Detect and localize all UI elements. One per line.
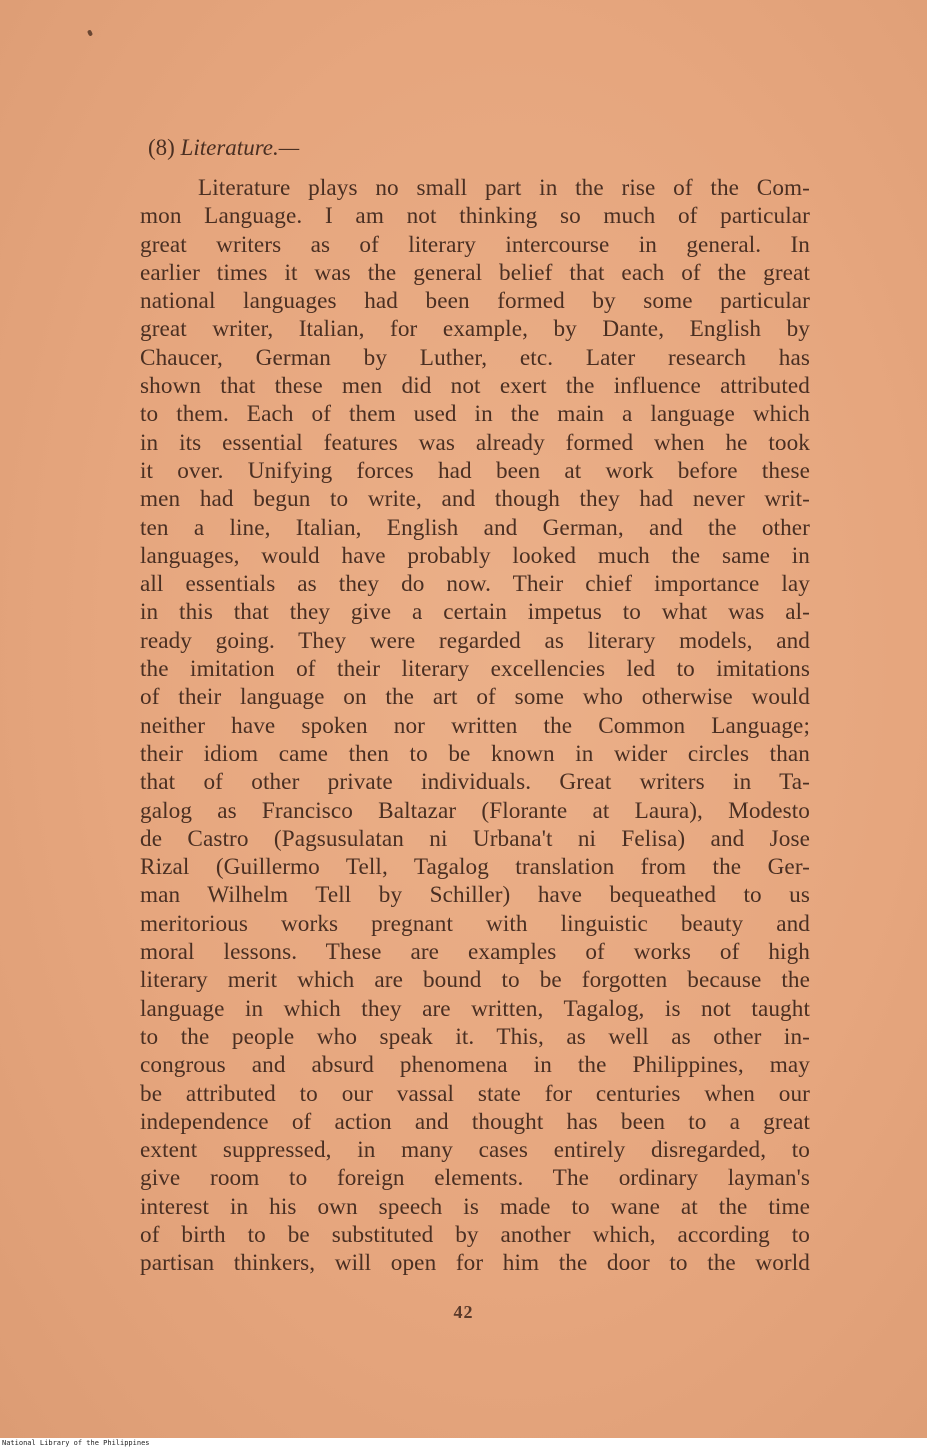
text-line: languages, would have probably looked much the same in: [140, 542, 810, 569]
text-line: man Wilhelm Tell by Schiller) have bequeathed to us: [140, 882, 810, 909]
text-line: that of other private individuals. Great writers in Ta-: [140, 769, 810, 796]
text-line: interest in his own speech is made to wane at the time: [140, 1193, 810, 1220]
text-line: in this that they give a certain impetus to what was al-: [140, 599, 810, 626]
text-line: extent suppressed, in many cases entirely disregarded, to: [140, 1137, 810, 1164]
text-line: it over. Unifying forces had been at work before these: [140, 457, 810, 484]
section-heading: [148, 134, 299, 162]
text-line: give room to foreign elements. The ordinary layman's: [140, 1165, 810, 1192]
text-line: be attributed to our vassal state for centuries when our: [140, 1080, 810, 1107]
text-line: in its essential features was already formed when he took: [140, 429, 810, 456]
text-line: congrous and absurd phenomena in the Philippines, may: [140, 1052, 810, 1079]
text-line: to them. Each of them used in the main a language which: [140, 401, 810, 428]
text-line: moral lessons. These are examples of works of high: [140, 939, 810, 966]
text-line: meritorious works pregnant with linguistic beauty and: [140, 910, 810, 937]
text-line: galog as Francisco Baltazar (Florante at Laura), Modesto: [140, 797, 810, 824]
section-number: (8): [148, 135, 175, 160]
page-number: 42: [453, 1302, 474, 1322]
text-line: neither have spoken nor written the Common Language;: [140, 712, 810, 739]
body-paragraph: [140, 174, 810, 1278]
text-line: de Castro (Pagsusulatan ni Urbana't ni Felisa) and Jose: [140, 825, 810, 852]
text-line: ten a line, Italian, English and German, and the other: [140, 514, 810, 541]
text-line: shown that these men did not exert the influence attributed: [140, 373, 810, 400]
text-line: the imitation of their literary excellencies led to imitations: [140, 656, 810, 683]
text-line: literary merit which are bound to be forgotten because the: [140, 967, 810, 994]
text-line: men had begun to write, and though they had never writ-: [140, 486, 810, 513]
text-line: independence of action and thought has been to a great: [140, 1108, 810, 1135]
text-line: Chaucer, German by Luther, etc. Later research has: [140, 344, 810, 371]
text-line: of their language on the art of some who otherwise would: [140, 684, 810, 711]
text-line: Rizal (Guillermo Tell, Tagalog translation from the Ger-: [140, 854, 810, 881]
text-line: national languages had been formed by some particular: [140, 288, 810, 315]
text-line: their idiom came then to be known in wider circles than: [140, 740, 810, 767]
ink-speck: [87, 29, 93, 36]
footer-bar: [0, 1438, 927, 1448]
text-line: all essentials as they do now. Their chief importance lay: [140, 571, 810, 598]
text-line: to the people who speak it. This, as well as other in-: [140, 1023, 810, 1050]
text-line: earlier times it was the general belief that each of the great: [140, 259, 810, 286]
text-line: Literature plays no small part in the rise of the Com-: [198, 175, 810, 201]
text-line: ready going. They were regarded as literary models, and: [140, 627, 810, 654]
text-line: mon Language. I am not thinking so much of particular: [140, 203, 810, 230]
library-credit: National Library of the Philippines: [2, 1439, 150, 1447]
text-line: of birth to be substituted by another which, according to: [140, 1221, 810, 1248]
text-line: great writer, Italian, for example, by Dante, English by: [140, 316, 810, 343]
text-line: language in which they are written, Tagalog, is not taught: [140, 995, 810, 1022]
section-title: Literature.—: [180, 135, 300, 160]
text-line: partisan thinkers, will open for him the door to the world: [140, 1250, 810, 1277]
text-line: great writers as of literary intercourse in general. In: [140, 231, 810, 258]
